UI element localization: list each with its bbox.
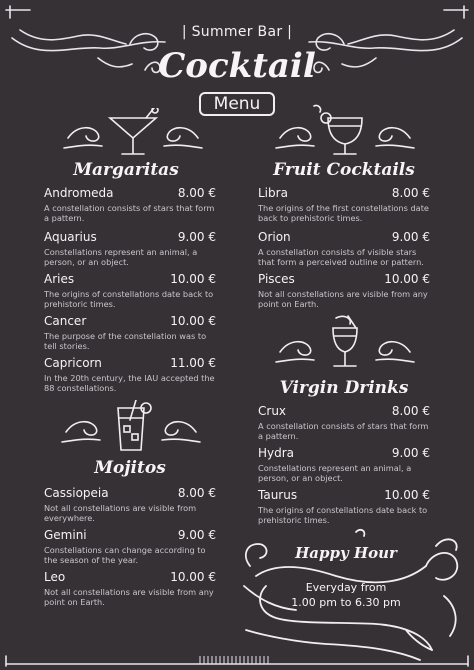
item-name: Taurus	[258, 488, 298, 502]
item-price: 9.00 €	[391, 446, 430, 460]
item-desc: Constellations can change according to the season of the year.	[44, 545, 206, 565]
happy-hour-line1: Everyday from	[305, 581, 387, 594]
item-price: 10.00 €	[170, 570, 216, 584]
menu-item	[44, 356, 216, 393]
item-name: Gemini	[44, 528, 87, 542]
item-price: 8.00 €	[177, 186, 216, 200]
fruit-glass-icon	[270, 312, 420, 372]
item-desc: In the 20th century, the IAU accepted the 88 constellations.	[44, 373, 215, 393]
menu-item	[44, 230, 216, 267]
section-title-fruit: Fruit Cocktails	[273, 160, 415, 180]
menu-item	[258, 186, 430, 223]
item-price: 10.00 €	[170, 314, 216, 328]
menu-item	[258, 404, 430, 441]
item-desc: Constellations represent an animal, a person, or an object.	[258, 463, 412, 483]
item-price: 8.00 €	[391, 186, 430, 200]
item-name: Aquarius	[44, 230, 97, 244]
item-name: Aries	[44, 272, 75, 286]
item-name: Leo	[44, 570, 66, 584]
section-title-mojitos: Mojitos	[94, 458, 166, 478]
item-name: Orion	[258, 230, 291, 244]
happy-hour-title: Happy Hour	[295, 544, 397, 562]
highball-glass-icon	[56, 400, 206, 456]
item-desc: The purpose of the constellation was to tell stories.	[44, 331, 207, 351]
item-desc: The origins of the first constellations date back to prehistoric times.	[258, 203, 429, 223]
item-price: 9.00 €	[391, 230, 430, 244]
item-desc: Not all constellations are visible from any point on Earth.	[258, 289, 428, 309]
item-price: 10.00 €	[384, 272, 430, 286]
item-name: Crux	[258, 404, 287, 418]
martini-glass-icon	[58, 108, 208, 158]
item-name: Cassiopeia	[44, 486, 109, 500]
menu-item	[258, 488, 430, 525]
item-price: 10.00 €	[170, 272, 216, 286]
menu-item	[44, 486, 216, 523]
item-name: Libra	[258, 186, 288, 200]
item-desc: Not all constellations are visible from everywhere.	[44, 503, 197, 523]
item-name: Cancer	[44, 314, 87, 328]
item-price: 11.00 €	[170, 356, 216, 370]
section-title-virgin: Virgin Drinks	[279, 378, 409, 398]
item-desc: A constellation consists of stars that form a pattern.	[258, 421, 429, 441]
item-name: Hydra	[258, 446, 295, 460]
hurricane-glass-icon	[270, 104, 420, 158]
item-desc: Constellations represent an animal, a person, or an object.	[44, 247, 198, 267]
menu-item	[44, 314, 216, 351]
item-price: 9.00 €	[177, 528, 216, 542]
menu-item	[44, 272, 216, 309]
bar-subtitle: | Summer Bar |	[181, 24, 293, 40]
item-price: 8.00 €	[391, 404, 430, 418]
menu-item	[44, 528, 216, 565]
item-name: Capricorn	[44, 356, 102, 370]
item-name: Pisces	[258, 272, 295, 286]
item-desc: A constellation consists of visible stars that form a perceived outline or pattern.	[258, 247, 424, 267]
page-title: Cocktail	[158, 46, 316, 86]
menu-item	[258, 272, 430, 309]
menu-label-box: Menu	[199, 92, 275, 116]
happy-hour-line2: 1.00 pm to 6.30 pm	[291, 596, 401, 609]
item-price: 8.00 €	[177, 486, 216, 500]
item-price: 9.00 €	[177, 230, 216, 244]
menu-item	[44, 186, 216, 223]
item-desc: The origins of constellations date back to prehistoric times.	[258, 505, 428, 525]
item-name: Andromeda	[44, 186, 114, 200]
item-desc: The origins of constellations date back to prehistoric times.	[44, 289, 214, 309]
item-desc: A constellation consists of stars that form a pattern.	[44, 203, 215, 223]
item-price: 10.00 €	[384, 488, 430, 502]
section-title-margaritas: Margaritas	[73, 160, 179, 180]
menu-item	[44, 570, 216, 607]
menu-item	[258, 446, 430, 483]
item-desc: Not all constellations are visible from any point on Earth.	[44, 587, 214, 607]
menu-item	[258, 230, 430, 267]
